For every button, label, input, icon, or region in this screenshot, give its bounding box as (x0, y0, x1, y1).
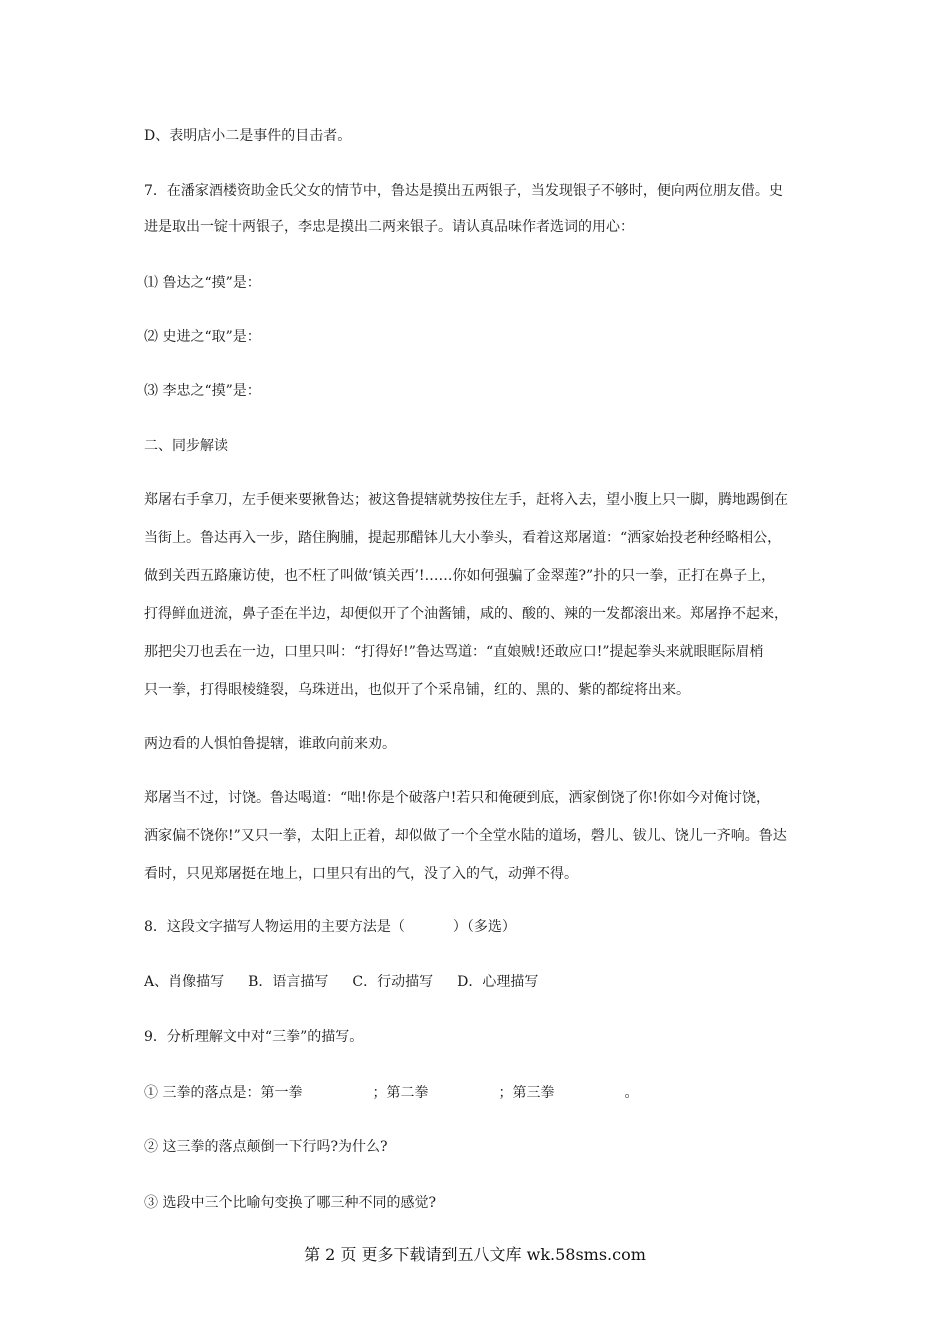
passage-paragraph-1-line: 郑屠右手拿刀，左手便来要揪鲁达；被这鲁提辖就势按住左手，赶将入去，望小腹上只一脚，腾地踢倒在 (144, 492, 788, 508)
question-8-option-d: D．心理描写 (457, 974, 539, 990)
passage-paragraph-1-line: 当街上。鲁达再入一步，踏住胸脯，提起那醋钵儿大小拳头，看着这郑屠道：“洒家始投老种经略相公， (144, 530, 782, 546)
question-7-stem-line-2: 进是取出一锭十两银子，李忠是摸出二两来银子。请认真品味作者选词的用心： (144, 219, 634, 235)
question-9-sub-1-text: ① 三拳的落点是：第一拳 (144, 1085, 303, 1101)
passage-paragraph-2: 两边看的人惧怕鲁提辖，谁敢向前来劝。 (144, 736, 396, 752)
passage-paragraph-3-line: 看时，只见郑屠挺在地上，口里只有出的气，没了入的气，动弹不得。 (144, 866, 578, 882)
passage-paragraph-1-line: 做到关西五路廉访使，也不枉了叫做‘镇关西’!……你如何强骗了金翠莲?”扑的只一拳，正打在鼻子上， (144, 568, 776, 584)
question-7-sub-1: ⑴ 鲁达之“摸”是： (144, 275, 261, 291)
question-9-stem: 9．分析理解文中对“三拳”的描写。 (144, 1029, 364, 1045)
question-6-option-d: D、表明店小二是事件的目击者。 (144, 128, 352, 144)
question-8-option-b: B．语言描写 (248, 974, 329, 990)
question-8-stem-text: 8．这段文字描写人物运用的主要方法是（ (144, 919, 405, 935)
question-8-stem (144, 917, 816, 937)
question-9-sub-2: ② 这三拳的落点颠倒一下行吗?为什么? (144, 1139, 388, 1155)
question-7-stem-line-1: 7．在潘家酒楼资助金氏父女的情节中，鲁达是摸出五两银子，当发现银子不够时，便向两位朋友借。史 (144, 183, 783, 199)
question-9-sub-1-second: ；第二拳 (372, 1085, 429, 1101)
passage-paragraph-1-line: 那把尖刀也丢在一边，口里只叫：“打得好!”鲁达骂道：“直娘贼!还敢应口!”提起拳头来就眼眶际眉梢 (144, 644, 764, 660)
question-8-options (144, 972, 816, 992)
question-8-stem-suffix: ）（多选） (452, 919, 516, 935)
section-title: 二、同步解读 (144, 438, 228, 454)
page-footer: 第 2 页 更多下载请到五八文库 wk.58sms.com (304, 1245, 646, 1264)
question-9-sub-1-third: ；第三拳 (498, 1085, 555, 1101)
passage-paragraph-3-line: 郑屠当不过，讨饶。鲁达喝道：“咄!你是个破落户!若只和俺硬到底，洒家倒饶了你!你如今对俺讨饶， (144, 790, 771, 806)
question-9-sub-1 (144, 1083, 816, 1103)
question-9-sub-3: ③ 选段中三个比喻句变换了哪三种不同的感觉? (144, 1195, 436, 1211)
question-7-sub-2: ⑵ 史进之“取”是： (144, 329, 261, 345)
question-7-sub-3: ⑶ 李忠之“摸”是： (144, 383, 261, 399)
passage-paragraph-1-line: 打得鲜血迸流，鼻子歪在半边，却便似开了个油酱铺，咸的、酸的、辣的一发都滚出来。郑屠挣不起来， (144, 606, 788, 622)
question-8-option-c: C．行动描写 (352, 974, 434, 990)
passage-paragraph-3-line: 洒家偏不饶你!”又只一拳，太阳上正着，却似做了一个全堂水陆的道场，磬儿、钹儿、饶儿一齐响。鲁达 (144, 828, 787, 844)
question-8-option-a: A、肖像描写 (144, 974, 225, 990)
question-9-sub-1-end: 。 (624, 1085, 639, 1101)
passage-paragraph-1-line: 只一拳，打得眼棱缝裂，乌珠迸出，也似开了个采帛铺，红的、黑的、紫的都绽将出来。 (144, 682, 690, 698)
